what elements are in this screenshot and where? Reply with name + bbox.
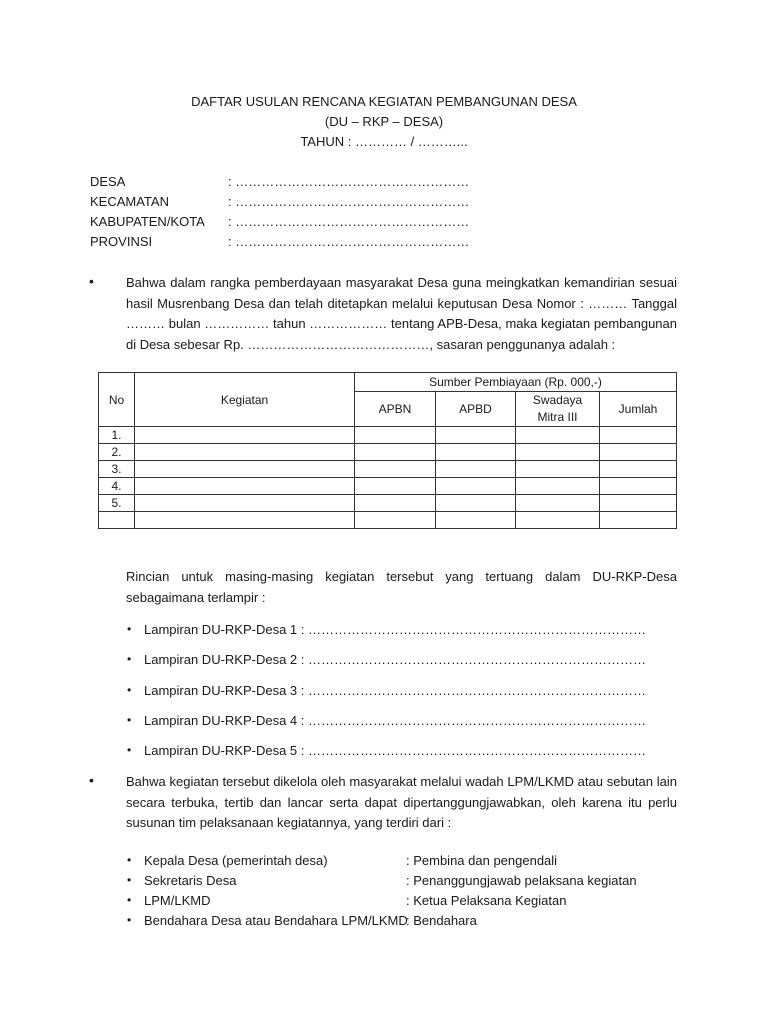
cell-apbn [355,478,436,495]
cell-apbd [436,512,516,529]
bullet-icon: • [127,652,132,666]
info-label-provinsi: PROVINSI [90,234,153,249]
team-duty-lpm: : Ketua Pelaksana Kegiatan [406,893,567,908]
cell-apbd [436,461,516,478]
row-number: 2. [99,444,135,461]
info-value-provinsi: : ……………………………………………… [228,234,470,249]
table-row [99,444,677,461]
bullet-icon: • [89,772,94,788]
table-header-swadaya: Swadaya Mitra III [516,392,600,427]
cell-swadaya [516,461,600,478]
team-role-sekretaris: Sekretaris Desa [144,873,237,888]
cell-apbd [436,495,516,512]
table-header-apbd: APBD [436,392,516,427]
bullet-icon: • [127,893,132,907]
cell-kegiatan [135,461,355,478]
cell-apbd [436,478,516,495]
budget-table [98,372,677,529]
table-row [99,461,677,478]
lampiran-item-1: Lampiran DU-RKP-Desa 1 : …………………………………………………………………… [144,622,646,637]
team-role-bendahara: Bendahara Desa atau Bendahara LPM/LKMD [144,913,408,928]
cell-apbd [436,444,516,461]
team-role-kepala-desa: Kepala Desa (pemerintah desa) [144,853,328,868]
paragraph-lpm-lkmd: Bahwa kegiatan tersebut dikelola oleh masyarakat melalui wadah LPM/LKMD atau sebutan lain secara terbuka, tertib dan lancar serta dapat dipertanggungjawabkan, oleh karena itu perlu susunan tim pelaksanaan kegiatannya, yang terdiri dari : [126,774,677,830]
table-header-kegiatan: Kegiatan [135,373,355,427]
cell-swadaya [516,444,600,461]
table-header-sumber: Sumber Pembiayaan (Rp. 000,-) [355,373,677,392]
cell-apbn [355,512,436,529]
info-label-desa: DESA [90,174,126,189]
bullet-icon: • [127,743,132,757]
cell-kegiatan [135,512,355,529]
cell-jumlah [600,444,677,461]
document-title: DAFTAR USULAN RENCANA KEGIATAN PEMBANGUNAN DESA [191,94,577,109]
cell-apbn [355,495,436,512]
table-row [99,427,677,444]
table-row [99,495,677,512]
info-label-kecamatan: KECAMATAN [90,194,169,209]
cell-apbn [355,427,436,444]
cell-jumlah [600,461,677,478]
cell-kegiatan [135,427,355,444]
table-row [99,512,677,529]
cell-kegiatan [135,495,355,512]
info-value-kecamatan: : ……………………………………………… [228,194,470,209]
cell-swadaya [516,512,600,529]
table-row [99,478,677,495]
paragraph-apb-desa: Bahwa dalam rangka pemberdayaan masyarakat Desa guna meingkatkan kemandirian sesuai hasil Musrenbang Desa dan telah ditetapkan melalui keputusan Desa Nomor : ……… Tanggal ……… bulan …………… tahun ……………… tentang APB-Desa, maka kegiatan pembangunan di Desa sebesar Rp. ……………………………………, sasaran penggunanya adalah : [126,275,677,352]
info-label-kabupaten: KABUPATEN/KOTA [90,214,205,229]
row-number: 4. [99,478,135,495]
row-number [99,512,135,529]
row-number: 1. [99,427,135,444]
cell-swadaya [516,495,600,512]
bullet-icon: • [127,683,132,697]
team-duty-sekretaris: : Penanggungjawab pelaksana kegiatan [406,873,637,888]
cell-swadaya [516,427,600,444]
bullet-icon: • [127,913,132,927]
table-header-no: No [99,373,135,427]
cell-jumlah [600,478,677,495]
bullet-icon: • [127,873,132,887]
bullet-icon: • [89,273,94,289]
cell-jumlah [600,495,677,512]
cell-apbn [355,461,436,478]
cell-apbd [436,427,516,444]
bullet-icon: • [127,622,132,636]
team-role-lpm: LPM/LKMD [144,893,211,908]
table-header-jumlah: Jumlah [600,392,677,427]
bullet-icon: • [127,713,132,727]
cell-apbn [355,444,436,461]
lampiran-item-3: Lampiran DU-RKP-Desa 3 : …………………………………………………………………… [144,683,646,698]
lampiran-item-4: Lampiran DU-RKP-Desa 4 : …………………………………………………………………… [144,713,646,728]
document-subtitle: (DU – RKP – DESA) [324,114,444,129]
info-value-desa: : ……………………………………………… [228,174,470,189]
table-header-apbn: APBN [355,392,436,427]
paragraph-rincian: Rincian untuk masing-masing kegiatan tersebut yang tertuang dalam DU-RKP-Desa sebagaimana terlampir : [126,569,677,605]
cell-swadaya [516,478,600,495]
row-number: 5. [99,495,135,512]
team-duty-bendahara: : Bendahara [406,913,477,928]
document-year: TAHUN : ………… / ………... [300,134,468,149]
info-value-kabupaten: : ……………………………………………… [228,214,470,229]
cell-jumlah [600,512,677,529]
cell-kegiatan [135,478,355,495]
team-duty-kepala-desa: : Pembina dan pengendali [406,853,558,868]
bullet-icon: • [127,853,132,867]
cell-kegiatan [135,444,355,461]
lampiran-item-2: Lampiran DU-RKP-Desa 2 : …………………………………………………………………… [144,652,646,667]
lampiran-item-5: Lampiran DU-RKP-Desa 5 : …………………………………………………………………… [144,743,646,758]
cell-jumlah [600,427,677,444]
row-number: 3. [99,461,135,478]
